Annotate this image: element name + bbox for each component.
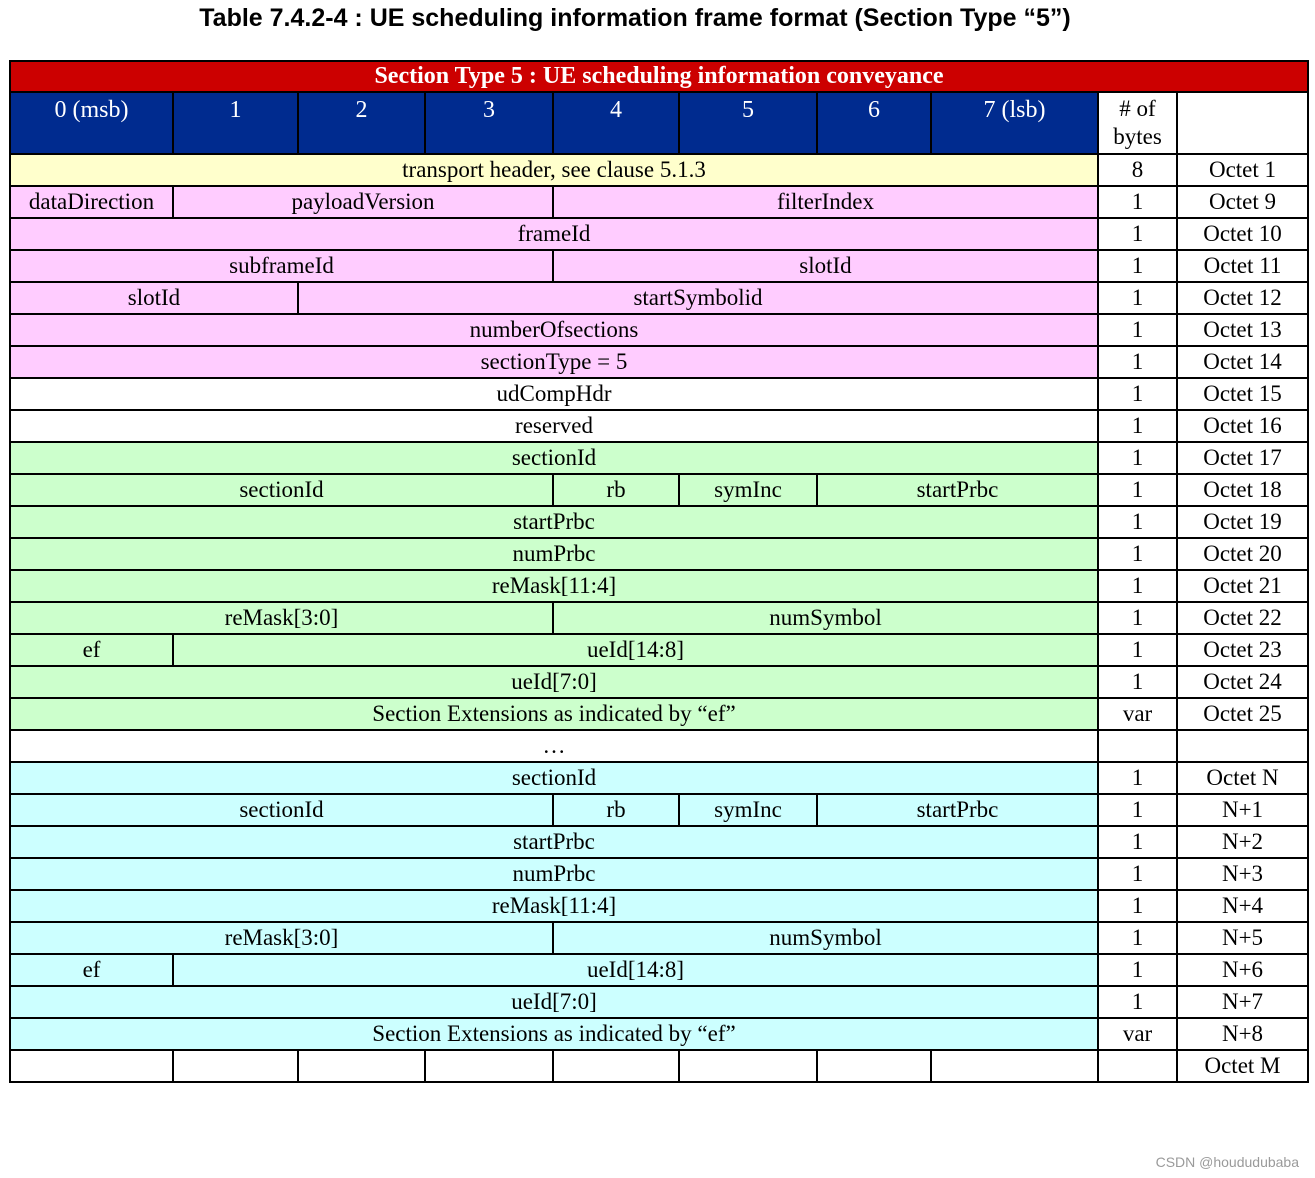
field-cell: …	[10, 730, 1098, 762]
octet-cell: N+2	[1177, 826, 1308, 858]
table-row	[10, 378, 1308, 410]
bit-header-7: 7 (lsb)	[931, 92, 1098, 154]
field-cell: startPrbc	[10, 826, 1098, 858]
octet-cell: N+6	[1177, 954, 1308, 986]
field-cell: sectionType = 5	[10, 346, 1098, 378]
field-cell: rb	[553, 794, 679, 826]
octet-cell: N+7	[1177, 986, 1308, 1018]
bytes-cell: 1	[1098, 986, 1177, 1018]
bytes-cell: var	[1098, 1018, 1177, 1050]
table-row	[10, 602, 1308, 634]
octet-cell: Octet 21	[1177, 570, 1308, 602]
field-cell: startPrbc	[817, 794, 1098, 826]
table-row	[10, 666, 1308, 698]
bytes-cell: 1	[1098, 602, 1177, 634]
bytes-cell: 1	[1098, 538, 1177, 570]
field-cell: rb	[553, 474, 679, 506]
bytes-cell	[1098, 1050, 1177, 1082]
table-row	[10, 186, 1308, 218]
octet-cell: Octet 9	[1177, 186, 1308, 218]
field-cell: ef	[10, 954, 173, 986]
table-row	[10, 858, 1308, 890]
field-cell: dataDirection	[10, 186, 173, 218]
bit-header-3: 3	[425, 92, 553, 154]
field-cell: slotId	[553, 250, 1098, 282]
table-row	[10, 890, 1308, 922]
octet-cell: Octet 24	[1177, 666, 1308, 698]
field-cell: sectionId	[10, 442, 1098, 474]
octet-cell: Octet 23	[1177, 634, 1308, 666]
octet-cell: N+3	[1177, 858, 1308, 890]
bytes-cell: 1	[1098, 410, 1177, 442]
bytes-cell: 1	[1098, 794, 1177, 826]
octet-cell: N+4	[1177, 890, 1308, 922]
octet-cell: Octet 11	[1177, 250, 1308, 282]
octet-cell	[1177, 730, 1308, 762]
field-cell: symInc	[679, 474, 817, 506]
octet-cell: Octet 16	[1177, 410, 1308, 442]
field-cell: reserved	[10, 410, 1098, 442]
field-cell: ueId[14:8]	[173, 954, 1098, 986]
field-cell: ef	[10, 634, 173, 666]
table-row	[10, 730, 1308, 762]
bytes-cell: 1	[1098, 314, 1177, 346]
field-cell	[931, 1050, 1098, 1082]
field-cell: transport header, see clause 5.1.3	[10, 154, 1098, 186]
octet-cell: N+1	[1177, 794, 1308, 826]
table-row	[10, 410, 1308, 442]
field-cell: numSymbol	[553, 922, 1098, 954]
bytes-cell: 1	[1098, 570, 1177, 602]
bit-header-4: 4	[553, 92, 679, 154]
field-cell: sectionId	[10, 474, 553, 506]
table-row	[10, 442, 1308, 474]
bit-header-5: 5	[679, 92, 817, 154]
table-row	[10, 250, 1308, 282]
field-cell: subframeId	[10, 250, 553, 282]
octet-cell: N+5	[1177, 922, 1308, 954]
octet-cell: Octet 20	[1177, 538, 1308, 570]
table-row	[10, 762, 1308, 794]
field-cell	[553, 1050, 679, 1082]
bytes-cell: 1	[1098, 666, 1177, 698]
bytes-cell: 1	[1098, 890, 1177, 922]
field-cell: sectionId	[10, 794, 553, 826]
bytes-cell: 1	[1098, 858, 1177, 890]
table-row	[10, 698, 1308, 730]
field-cell: Section Extensions as indicated by “ef”	[10, 1018, 1098, 1050]
field-cell	[173, 1050, 298, 1082]
bytes-cell: 1	[1098, 250, 1177, 282]
octet-cell: Octet 15	[1177, 378, 1308, 410]
bytes-cell: 8	[1098, 154, 1177, 186]
field-cell: numPrbc	[10, 538, 1098, 570]
field-cell: numSymbol	[553, 602, 1098, 634]
octet-cell: Octet 22	[1177, 602, 1308, 634]
table-row	[10, 154, 1308, 186]
field-cell	[10, 1050, 173, 1082]
octet-cell: Octet 25	[1177, 698, 1308, 730]
field-cell: startPrbc	[10, 506, 1098, 538]
field-cell: reMask[3:0]	[10, 602, 553, 634]
octet-cell: Octet N	[1177, 762, 1308, 794]
field-cell: startSymbolid	[298, 282, 1098, 314]
field-cell	[679, 1050, 817, 1082]
octet-cell: Octet 14	[1177, 346, 1308, 378]
frame-format-table	[9, 60, 1309, 1083]
field-cell: ueId[14:8]	[173, 634, 1098, 666]
field-cell: startPrbc	[817, 474, 1098, 506]
field-cell: frameId	[10, 218, 1098, 250]
table-row	[10, 922, 1308, 954]
octet-cell: Octet 1	[1177, 154, 1308, 186]
octet-cell: Octet 10	[1177, 218, 1308, 250]
field-cell: udCompHdr	[10, 378, 1098, 410]
section-type-banner: Section Type 5 : UE scheduling information conveyance	[10, 61, 1308, 92]
field-cell: numPrbc	[10, 858, 1098, 890]
table-row	[10, 826, 1308, 858]
field-cell: sectionId	[10, 762, 1098, 794]
field-cell: reMask[11:4]	[10, 890, 1098, 922]
field-cell: numberOfsections	[10, 314, 1098, 346]
table-row	[10, 986, 1308, 1018]
bytes-cell: 1	[1098, 474, 1177, 506]
table-row	[10, 794, 1308, 826]
field-cell: ueId[7:0]	[10, 666, 1098, 698]
octet-cell: N+8	[1177, 1018, 1308, 1050]
bit-header-row	[10, 92, 1308, 154]
field-cell: symInc	[679, 794, 817, 826]
bytes-cell: 1	[1098, 218, 1177, 250]
octet-cell: Octet 12	[1177, 282, 1308, 314]
bit-header-6: 6	[817, 92, 931, 154]
table-row	[10, 474, 1308, 506]
octet-cell: Octet 13	[1177, 314, 1308, 346]
bit-header-2: 2	[298, 92, 425, 154]
field-cell: reMask[3:0]	[10, 922, 553, 954]
banner-row	[10, 61, 1308, 92]
octet-cell: Octet 19	[1177, 506, 1308, 538]
bytes-cell: 1	[1098, 954, 1177, 986]
table-title: Table 7.4.2-4 : UE scheduling information frame format (Section Type “5”)	[199, 4, 1071, 32]
bytes-cell: 1	[1098, 634, 1177, 666]
bytes-cell: var	[1098, 698, 1177, 730]
bit-header-1: 1	[173, 92, 298, 154]
bytes-cell: 1	[1098, 826, 1177, 858]
table-row	[10, 570, 1308, 602]
octet-cell: Octet 17	[1177, 442, 1308, 474]
field-cell: filterIndex	[553, 186, 1098, 218]
field-cell	[425, 1050, 553, 1082]
field-cell: slotId	[10, 282, 298, 314]
bytes-cell	[1098, 730, 1177, 762]
bytes-cell: 1	[1098, 282, 1177, 314]
field-cell: reMask[11:4]	[10, 570, 1098, 602]
bytes-header: # of bytes	[1098, 92, 1177, 154]
bytes-cell: 1	[1098, 346, 1177, 378]
octet-cell: Octet 18	[1177, 474, 1308, 506]
bytes-cell: 1	[1098, 922, 1177, 954]
table-row	[10, 282, 1308, 314]
bytes-cell: 1	[1098, 506, 1177, 538]
field-cell: payloadVersion	[173, 186, 553, 218]
table-row	[10, 506, 1308, 538]
bytes-cell: 1	[1098, 186, 1177, 218]
bytes-cell: 1	[1098, 442, 1177, 474]
bytes-cell: 1	[1098, 762, 1177, 794]
table-row	[10, 1018, 1308, 1050]
bytes-cell: 1	[1098, 378, 1177, 410]
field-cell	[298, 1050, 425, 1082]
field-cell: Section Extensions as indicated by “ef”	[10, 698, 1098, 730]
octet-cell: Octet M	[1177, 1050, 1308, 1082]
field-cell: ueId[7:0]	[10, 986, 1098, 1018]
table-row	[10, 346, 1308, 378]
table-row	[10, 954, 1308, 986]
table-row	[10, 218, 1308, 250]
table-row	[10, 1050, 1308, 1082]
table-row	[10, 314, 1308, 346]
bit-header-0: 0 (msb)	[10, 92, 173, 154]
table-row	[10, 634, 1308, 666]
octet-header	[1177, 92, 1308, 154]
watermark: CSDN @hoududubaba	[1155, 1154, 1299, 1170]
table-row	[10, 538, 1308, 570]
field-cell	[817, 1050, 931, 1082]
